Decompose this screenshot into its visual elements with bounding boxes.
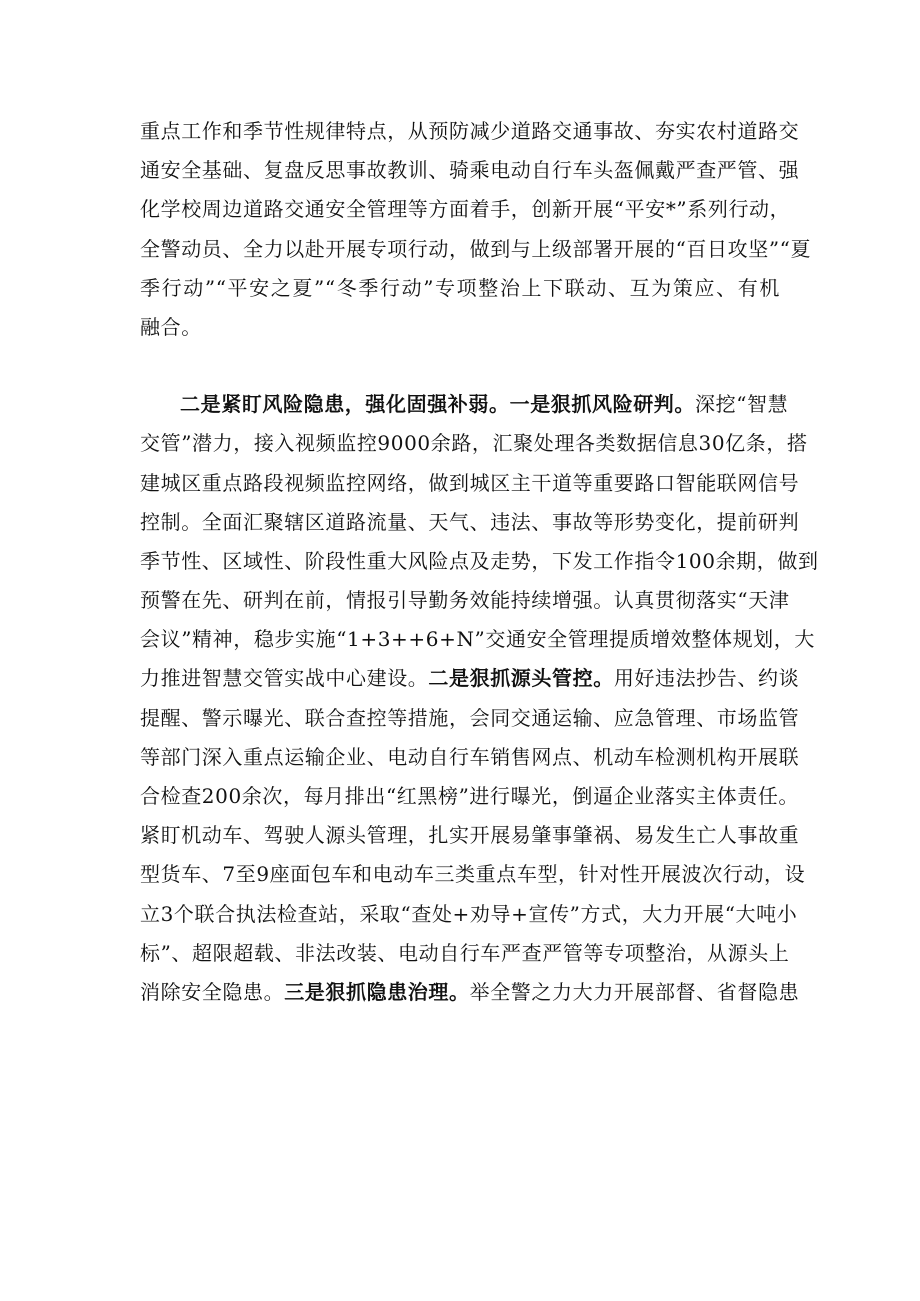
text-segment: 力推进智慧交管实战中心建设。: [140, 666, 429, 691]
text-segment: 深挖“智慧: [695, 392, 789, 417]
section-heading: 二是紧盯风险隐患，强化固强补弱。一是狠抓风险研判。: [180, 392, 695, 417]
text-line: 型货车、7至9座面包车和电动车三类重点车型，针对性开展波次行动，设: [140, 862, 806, 887]
text-line: 标”、超限超载、非法改装、电动自行车严查严管等专项整治，从源头上: [140, 940, 790, 965]
document-body: [140, 112, 819, 1012]
text-line: 交管”潜力，接入视频监控9000余路，汇聚处理各类数据信息30亿条，搭: [140, 431, 808, 456]
text-line: [140, 385, 789, 424]
text-line: 全警动员、全力以赴开展专项行动，做到与上级部署开展的“百日攻坚”“夏: [140, 236, 812, 261]
subsection-heading: 二是狠抓源头管控。: [428, 666, 614, 691]
text-line: 合检查200余次，每月排出“红黑榜”进行曝光，倒逼企业落实主体责任。: [140, 784, 800, 808]
text-line: [140, 973, 800, 1012]
text-line: 等部门深入重点运输企业、电动自行车销售网点、机动车检测机构开展联: [140, 744, 800, 769]
text-line: 建城区重点路段视频监控网络，做到城区主干道等重要路口智能联网信号: [140, 470, 800, 495]
text-line: 化学校周边道路交通安全管理等方面着手，创新开展“平安*”系列行动，: [140, 197, 791, 222]
text-segment: 用好违法抄告、约谈: [613, 666, 800, 691]
text-line: 预警在先、研判在前，情报引导勤务效能持续增强。认真贯彻落实“天津: [140, 588, 790, 613]
text-line: 控制。全面汇聚辖区道路流量、天气、违法、事故等形势变化，提前研判: [140, 509, 800, 534]
paragraph-gap: [140, 347, 780, 385]
text-segment: 举全警之力大力开展部督、省督隐患: [469, 979, 800, 1004]
paragraph-2: [140, 385, 819, 1012]
paragraph-1: [140, 112, 812, 347]
subsection-heading: 三是狠抓隐患治理。: [284, 979, 470, 1004]
text-line: 重点工作和季节性规律特点，从预防减少道路交通事故、夯实农村道路交: [140, 119, 800, 143]
text-line: 提醒、警示曝光、联合查控等措施，会同交通运输、应急管理、市场监管: [140, 705, 800, 730]
text-line: 会议”精神，稳步实施“1+3++6+N”交通安全管理提质增效整体规划，大: [140, 627, 815, 652]
text-segment: 消除安全隐患。: [140, 979, 285, 1004]
text-line: 紧盯机动车、驾驶人源头管理，扎实开展易肇事肇祸、易发生亡人事故重: [140, 823, 800, 848]
text-line: 季节性、区域性、阶段性重大风险点及走势，下发工作指令100余期，做到: [140, 548, 819, 573]
text-line: 融合。: [140, 314, 202, 339]
text-line: 通安全基础、复盘反思事故教训、骑乘电动自行车头盔佩戴严查严管、强: [140, 158, 800, 183]
text-line: 季行动”“平安之夏”“冬季行动”专项整治上下联动、互为策应、有机: [140, 275, 780, 300]
text-line: 立3个联合执法检查站，采取“查处+劝导+宣传”方式，大力开展“大吨小: [140, 901, 798, 926]
text-line: [140, 659, 800, 698]
